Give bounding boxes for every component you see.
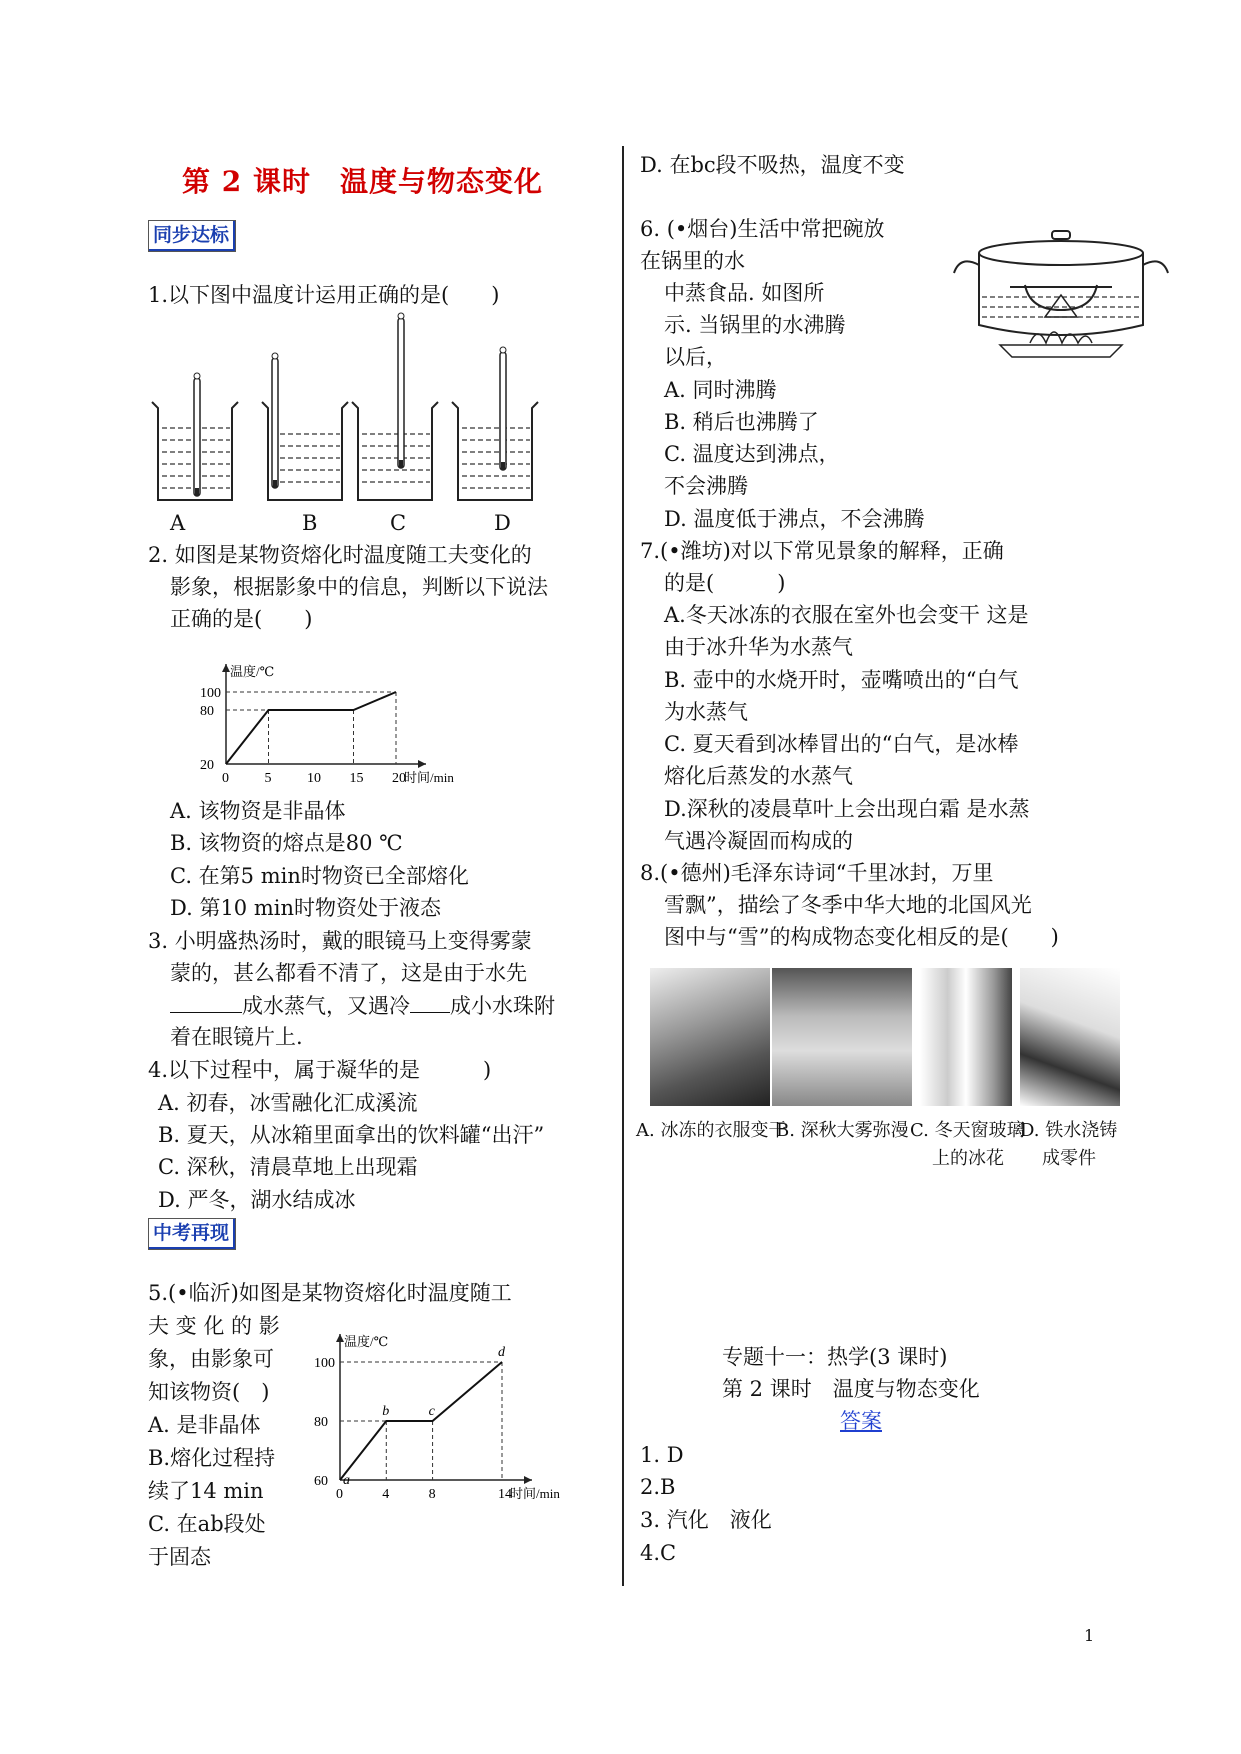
question-5-line: 知该物资( ) — [148, 1380, 270, 1404]
question-4-option: B. 夏天，从冰箱里面拿出的饮料罐“出汗” — [158, 1123, 545, 1147]
question-2-option: C. 在第5 min时物资已全部熔化 — [170, 864, 469, 888]
question-6-line: 示. 当锅里的水沸腾 — [664, 313, 846, 337]
answers-label: 答案 — [840, 1409, 882, 1433]
photo-caption-c2: 上的冰花 — [932, 1148, 1004, 1169]
question-7-option: 由于冰升华为水蒸气 — [664, 635, 853, 659]
question-7-option: B. 壶中的水烧开时，壶嘴喷出的“白气 — [664, 668, 1019, 692]
answer-item: 3. 汽化 液化 — [640, 1508, 772, 1532]
photo-frozen-clothes — [650, 968, 770, 1106]
photo-caption-d2: 成零件 — [1042, 1148, 1096, 1169]
y-tick-label: 80 — [200, 704, 214, 719]
section-tag-label: 中考再现 — [149, 1219, 235, 1249]
photo-caption-d: D. 铁水浇铸 — [1020, 1120, 1118, 1141]
question-2-option: A. 该物资是非晶体 — [170, 799, 346, 823]
blank-1 — [170, 990, 242, 1013]
question-5-line: 5.(•临沂)如图是某物资熔化时温度随工 — [148, 1281, 512, 1305]
x-tick-label: 0 — [222, 771, 229, 786]
thermometer-beakers-figure — [150, 310, 590, 510]
y-tick-label: 20 — [200, 758, 214, 773]
question-6-line: 中蒸食品. 如图所 — [664, 281, 825, 305]
melting-chart-1 — [180, 640, 500, 790]
section-tag-exam — [148, 1218, 236, 1250]
y-axis-label: 温度/℃ — [344, 1334, 389, 1349]
question-5-option: B.熔化过程持 — [148, 1446, 276, 1470]
x-tick-label: 8 — [428, 1487, 436, 1502]
question-6-line: 以后， — [664, 345, 727, 369]
question-7-option: 气遇冷凝固而构成的 — [664, 829, 853, 853]
question-8-line: 8.(•德州)毛泽东诗词“千里冰封，万里 — [640, 861, 994, 885]
y-tick-label: 100 — [314, 1356, 335, 1371]
answers-header-2: 第 2 课时 温度与物态变化 — [722, 1377, 980, 1401]
question-5-option: A. 是非晶体 — [148, 1413, 261, 1437]
answer-item: 4.C — [640, 1541, 677, 1565]
beaker-label-c: C — [390, 511, 407, 535]
point-label: c — [428, 1404, 435, 1419]
photo-window-frost — [920, 968, 1012, 1106]
beaker-label-b: B — [302, 511, 318, 535]
question-3-line: 着在眼镜片上. — [170, 1025, 303, 1049]
question-5-option-d: D. 在bc段不吸热，温度不变 — [640, 153, 905, 177]
point-label: b — [382, 1404, 390, 1419]
question-8-line: 图中与“雪”的构成物态变化相反的是( ) — [664, 925, 1059, 949]
page-title: 第 2 课时 温度与物态变化 — [182, 165, 543, 198]
y-axis-arrow — [336, 1334, 344, 1342]
question-7-option: 为水蒸气 — [664, 700, 748, 724]
question-7-option: 熔化后蒸发的水蒸气 — [664, 764, 853, 788]
section-tag-label: 同步达标 — [149, 221, 235, 251]
question-1-text: 1.以下图中温度计运用正确的是( ) — [148, 283, 500, 307]
photo-caption-b: B. 深秋大雾弥漫 — [776, 1120, 909, 1141]
x-tick-label: 5 — [264, 771, 272, 786]
point-label: a — [343, 1473, 350, 1488]
x-tick-label: 0 — [336, 1487, 343, 1502]
answers-header-1: 专题十一：热学(3 课时) — [722, 1345, 948, 1369]
column-divider — [622, 146, 624, 1586]
question-7-option: D.深秋的凌晨草叶上会出现白霜 是水蒸 — [664, 797, 1030, 821]
question-3-line-fill — [170, 990, 555, 1021]
question-8-line: 雪飘”，描绘了冬季中华大地的北国风光 — [664, 893, 1032, 917]
question-3-line: 3. 小明盛热汤时，戴的眼镜马上变得雾蒙 — [148, 929, 532, 953]
melting-chart-2 — [310, 1320, 590, 1510]
x-axis-label: 时间/min — [404, 770, 454, 785]
photo-iron-casting — [1020, 968, 1120, 1106]
question-3-text: 成水蒸气，又遇冷 — [242, 994, 410, 1018]
x-tick-label: 14 — [498, 1487, 512, 1502]
steaming-pot-figure — [950, 225, 1172, 375]
question-4-text: 4.以下过程中，属于凝华的是 ) — [148, 1058, 492, 1082]
question-2-line: 影象，根据影象中的信息，判断以下说法 — [170, 575, 548, 599]
question-5-option: C. 在ab段处 — [148, 1512, 266, 1536]
question-4-option: C. 深秋，清晨草地上出现霜 — [158, 1155, 418, 1179]
section-tag-sync — [148, 220, 236, 252]
y-axis-arrow — [222, 664, 230, 672]
question-3-text: 成小水珠附 — [450, 994, 555, 1018]
question-7-option: A.冬天冰冻的衣服在室外也会变干 这是 — [664, 603, 1029, 627]
blank-2 — [410, 990, 450, 1013]
question-4-option: D. 严冬，湖水结成冰 — [158, 1188, 356, 1212]
question-6-option: D. 温度低于沸点，不会沸腾 — [664, 507, 925, 531]
question-4-option: A. 初春，冰雪融化汇成溪流 — [158, 1091, 418, 1115]
question-3-line: 蒙的，甚么都看不清了，这是由于水先 — [170, 961, 527, 985]
x-tick-label: 10 — [307, 771, 321, 786]
x-axis-arrow — [418, 760, 426, 768]
photo-caption-a: A. 冰冻的衣服变干 — [636, 1120, 787, 1141]
question-6-option: A. 同时沸腾 — [664, 378, 777, 402]
question-6-line: 6. (•烟台)生活中常把碗放 — [640, 217, 885, 241]
question-6-option: 不会沸腾 — [664, 474, 748, 498]
question-6-option: C. 温度达到沸点， — [664, 442, 840, 466]
question-2-option: B. 该物资的熔点是80 ℃ — [170, 831, 403, 855]
y-tick-label: 60 — [314, 1474, 328, 1489]
question-6-option: B. 稍后也沸腾了 — [664, 410, 819, 434]
x-tick-label: 4 — [382, 1487, 390, 1502]
y-tick-label: 80 — [314, 1415, 328, 1430]
x-tick-label: 20 — [392, 771, 406, 786]
photo-caption-c: C. 冬天窗玻璃 — [910, 1120, 1025, 1141]
series-line — [226, 692, 396, 764]
beaker-label-a: A — [170, 511, 186, 535]
question-7-option: C. 夏天看到冰棒冒出的“白气，是冰棒 — [664, 732, 1019, 756]
question-5-option: 续了14 min — [148, 1479, 264, 1503]
question-2-line: 2. 如图是某物资熔化时温度随工夫变化的 — [148, 543, 532, 567]
question-2-option: D. 第10 min时物资处于液态 — [170, 896, 441, 920]
answer-item: 1. D — [640, 1443, 684, 1467]
page-number: 1 — [1084, 1626, 1095, 1645]
x-tick-label: 15 — [349, 771, 364, 786]
answer-item: 2.B — [640, 1475, 676, 1499]
y-axis-label: 温度/℃ — [230, 664, 275, 679]
x-axis-arrow — [524, 1476, 532, 1484]
question-7-line: 7.(•潍坊)对以下常见景象的解释，正确 — [640, 539, 1004, 563]
photo-fog — [772, 968, 912, 1106]
beaker-label-d: D — [494, 511, 511, 535]
question-5-line: 夫 变 化 的 影 — [148, 1314, 280, 1338]
y-tick-label: 100 — [200, 686, 221, 701]
question-5-option: 于固态 — [148, 1545, 211, 1569]
question-5-line: 象，由影象可 — [148, 1347, 274, 1371]
question-7-line: 的是( ) — [664, 571, 786, 595]
x-axis-label: 时间/min — [510, 1486, 560, 1501]
question-6-line: 在锅里的水 — [640, 249, 745, 273]
point-label: d — [498, 1345, 505, 1360]
question-2-line: 正确的是( ) — [170, 607, 313, 631]
